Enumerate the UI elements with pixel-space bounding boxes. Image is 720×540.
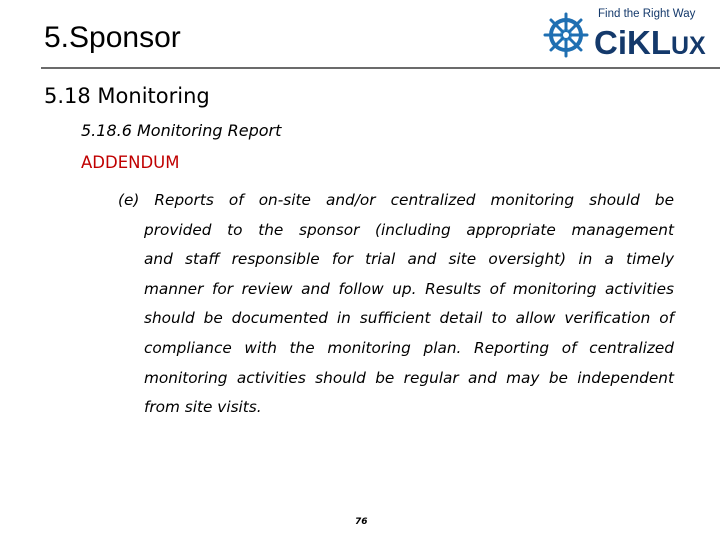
- paragraph-line: monitoring activities should be regular and may be independent: [144, 368, 674, 387]
- paragraph-line: (e) Reports of on-site and/or centralized monitoring should be: [118, 191, 674, 209]
- ship-wheel-icon: [545, 14, 587, 56]
- subsection-title: 5.18.6 Monitoring Report: [81, 121, 282, 140]
- paragraph-line: should be documented in sufficient detail to allow verification of: [144, 309, 674, 328]
- addendum-label: ADDENDUM: [81, 153, 180, 172]
- company-logo: [542, 4, 712, 62]
- paragraph-line: provided to the sponsor (including appropriate management: [144, 220, 674, 239]
- section-title: 5.18 Monitoring: [44, 84, 210, 108]
- page-title: 5.Sponsor: [44, 21, 181, 54]
- logo-wordmark-secondary: UX: [671, 32, 706, 60]
- header-divider: [41, 67, 720, 69]
- svg-text:CiKLUX: [594, 24, 706, 61]
- addendum-paragraph: [118, 186, 674, 423]
- logo-tagline: Find the Right Way: [598, 8, 696, 20]
- paragraph-line: manner for review and follow up. Results of monitoring activities: [144, 279, 674, 298]
- paragraph-line: compliance with the monitoring plan. Reporting of centralized: [144, 338, 674, 357]
- logo-wordmark-primary: CiKL: [594, 24, 671, 61]
- paragraph-line: from site visits.: [144, 398, 262, 417]
- paragraph-line: and staff responsible for trial and site oversight) in a timely: [144, 250, 674, 269]
- page-number: 76: [355, 517, 368, 527]
